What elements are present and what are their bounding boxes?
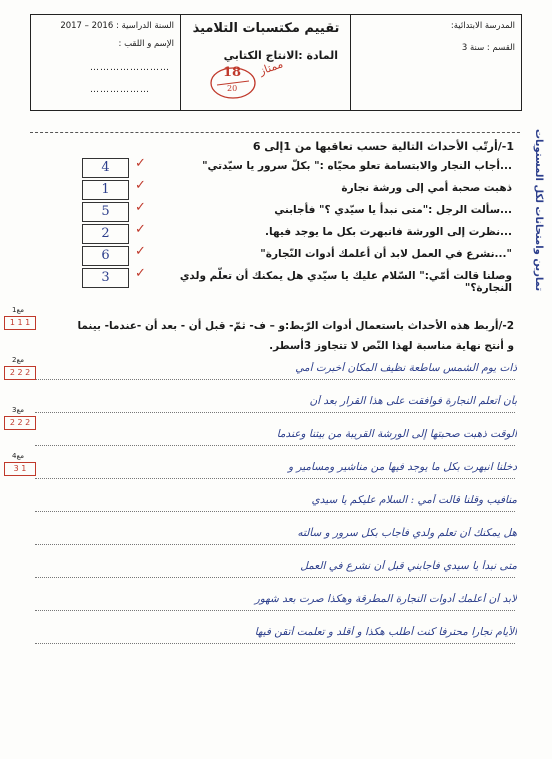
handwritten-line: هل يمكنك أن تعلم ولدي فأجاب بكل سرور و سألته <box>297 527 517 539</box>
q2-title: 2-/أربط هذه الأحداث باستعمال أدوات الرّبط:و – ف- ثمّ- قبل أن - بعد أن -عندما- بينما <box>77 320 514 332</box>
ruled-line <box>35 445 515 447</box>
level-label: القسم : سنة 3 <box>461 43 515 53</box>
margin-score-label: مع4 <box>12 452 24 460</box>
ruled-line <box>35 544 515 546</box>
subject-label: المادة :الانتاج الكتابي <box>223 49 338 62</box>
handwritten-line: دخلنا انبهرت بكل ما يوجد فيها من مناشير ومسامير و <box>288 461 517 473</box>
header-left <box>31 15 181 110</box>
margin-score-label: مع3 <box>12 406 24 414</box>
q1-item-text: ...سألت الرجل :"متى نبدأ يا سيّدي ؟" فأجابني <box>274 204 512 216</box>
q1-item-text: ...نظرت إلى الورشة فانبهرت بكل ما يوجد فيها. <box>265 226 512 238</box>
header-middle <box>181 15 351 110</box>
check-mark-icon: ✓ <box>135 244 146 259</box>
header-right <box>351 15 521 110</box>
q2-subtitle: و أنتج نهاية مناسبة لهذا النّص لا تتجاوز 3أسطر. <box>269 340 514 352</box>
school-label: المدرسة الابتدائية: <box>450 21 515 31</box>
check-mark-icon: ✓ <box>135 178 146 193</box>
margin-score-label: مع2 <box>12 356 24 364</box>
margin-score-value: 2 2 2 <box>4 366 36 380</box>
q1-answer-box[interactable]: 5 <box>82 202 129 222</box>
q1-answer-box[interactable]: 4 <box>82 158 129 178</box>
name-dots: …………………… <box>90 63 170 73</box>
divider <box>30 132 520 133</box>
q1-answer-box[interactable]: 2 <box>82 224 129 244</box>
name-dots-2: ……………… <box>90 85 150 95</box>
q1-title: 1-/أرتّب الأحداث التالية حسب تعاقبها من 1إلى 6 <box>252 140 514 153</box>
q1-answer-box[interactable]: 3 <box>82 268 129 288</box>
q1-answer-box[interactable]: 1 <box>82 180 129 200</box>
grade-out-of: 20 <box>227 84 238 93</box>
handwritten-line: متى نبدأ يا سيدي فأجابني قبل أن نشرع في العمل <box>300 560 517 572</box>
ruled-line <box>35 643 515 645</box>
q1-answer-box[interactable]: 6 <box>82 246 129 266</box>
handwritten-line: بأن أتعلم النجارة فوافقت على هذا القرار بعد أن <box>309 395 517 407</box>
ruled-line <box>35 412 515 414</box>
check-mark-icon: ✓ <box>135 200 146 215</box>
grade-mark <box>193 57 253 101</box>
ruled-line <box>35 478 515 480</box>
check-mark-icon: ✓ <box>135 156 146 171</box>
check-mark-icon: ✓ <box>135 266 146 281</box>
ruled-line <box>35 379 515 381</box>
name-label: الإسم و اللقب : <box>118 39 174 49</box>
handwritten-line: منافيب وقلنا قالت أمي : السلام عليكم يا سيدي <box>311 494 517 506</box>
year-label: السنة الدراسية : 2016 – 2017 <box>60 21 174 31</box>
q1-item-text: ذهبت صحبة أمي إلى ورشة نجارة <box>341 182 512 194</box>
q1-item-text: وصلنا قالت أمّي:" السّلام عليك يا سيّدي هل يمكنك أن تعلّم ولدي النجارة؟" <box>179 270 512 294</box>
margin-score-value: 1 1 1 <box>4 316 36 330</box>
ruled-line <box>35 610 515 612</box>
q1-item-text: "...نشرع في العمل لابد أن أعلمك أدوات النّجارة" <box>260 248 512 260</box>
q1-item-text: ...أجاب النجار والابتسامة تعلو محيّاه :" بكلّ سرور يا سيّدتي" <box>202 160 512 172</box>
margin-score-value: 2 2 2 <box>4 416 36 430</box>
side-watermark-text: تمارين وامتحانات لكل المستويات <box>533 128 544 292</box>
ruled-line <box>35 511 515 513</box>
handwritten-line: ذات يوم الشمس ساطعة نظيف المكان أخبرت أمي <box>295 362 517 374</box>
handwritten-line: الوقت ذهبت صحبتها إلى الورشة القريبة من بيتنا وعندما <box>276 428 517 440</box>
margin-score-value: 3 1 <box>4 462 36 476</box>
grade-score: 18 <box>223 65 242 80</box>
ruled-line <box>35 577 515 579</box>
handwritten-line: الأيام نجارا محترفا كنت أطلب هكذا و أقلد و تعلمت أتقن فيها <box>254 626 517 638</box>
handwritten-line: لابد أن أعلمك أدوات النجارة المطرقة وهكذا صرت بعد شهور <box>254 593 517 605</box>
check-mark-icon: ✓ <box>135 222 146 237</box>
margin-score-label: مع1 <box>12 306 24 314</box>
page-title: تقييم مكتسبات التلاميذ <box>192 21 340 36</box>
header-box <box>30 14 522 111</box>
grade-note: ممتاز <box>257 57 285 78</box>
